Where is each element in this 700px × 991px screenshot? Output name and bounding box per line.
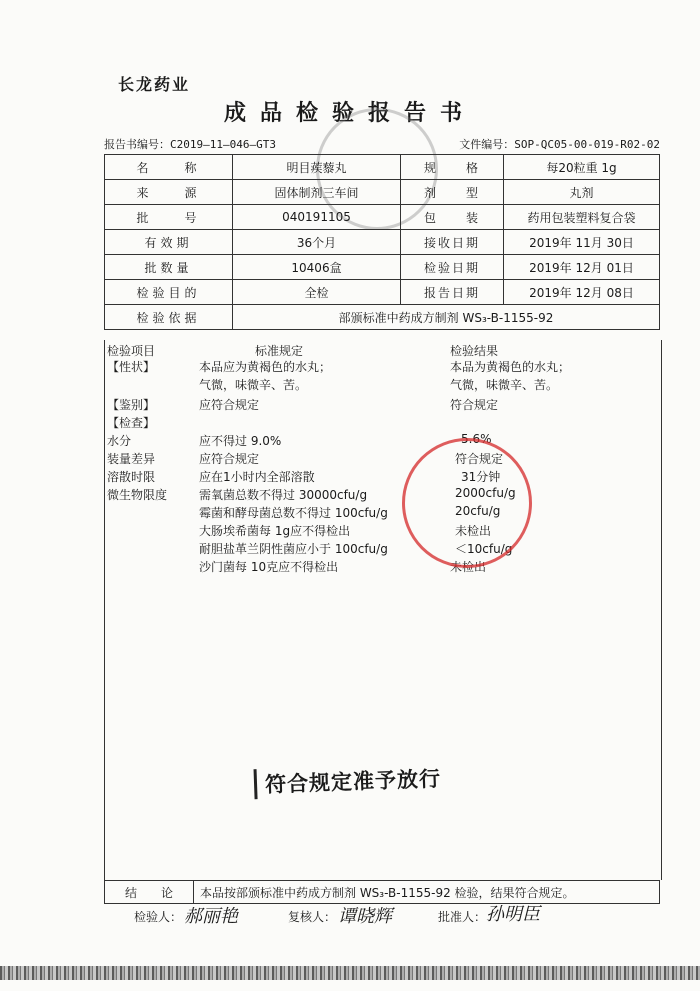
- table-row: [105, 230, 660, 255]
- result-item: 【性状】: [107, 360, 156, 374]
- results-header-item: 检验项目: [107, 344, 156, 358]
- field-label: 来 源: [105, 180, 233, 205]
- field-value: 2019年 11月 30日: [504, 230, 660, 255]
- reviewer-signature: 谭晓辉: [338, 906, 392, 927]
- result-item: 水分: [107, 434, 132, 448]
- results-header-standard: 标准规定: [255, 344, 304, 358]
- result-item: 【鉴别】: [107, 398, 156, 412]
- conclusion-label: 结 论: [105, 881, 194, 904]
- table-row: [105, 255, 660, 280]
- product-info-table: [104, 154, 660, 330]
- field-label: 批数量: [105, 255, 233, 280]
- results-header-result: 检验结果: [450, 344, 499, 358]
- red-seal: [402, 438, 532, 568]
- result-standard: 应符合规定: [199, 398, 260, 412]
- field-value: 明目蒺藜丸: [233, 155, 401, 180]
- result-value: 5.6%: [461, 432, 492, 446]
- field-label: 报告日期: [401, 280, 504, 305]
- company-name: 长龙药业: [118, 75, 191, 94]
- field-value: 2019年 12月 01日: [504, 255, 660, 280]
- field-label: 批 号: [105, 205, 233, 230]
- result-standard: 应不得过 9.0%: [199, 434, 282, 448]
- report-number: 报告书编号：C2019—11—046—GT3: [104, 138, 276, 151]
- table-row: [105, 280, 660, 305]
- field-value: 36个月: [233, 230, 401, 255]
- result-standard: 大肠埃希菌每 1g应不得检出: [199, 524, 351, 538]
- result-value: 气微，味微辛、苦。: [450, 378, 559, 392]
- conclusion-text: 本品按部颁标准中药成方制剂 WS₃-B-1155-92 检验，结果符合规定。: [194, 881, 660, 904]
- scan-noise-strip: [0, 966, 700, 980]
- field-label: 检验目的: [105, 280, 233, 305]
- result-value: ＜10cfu/g: [455, 542, 513, 556]
- basis-label: 检验依据: [105, 305, 233, 330]
- conclusion-table: [104, 880, 660, 904]
- result-item: 溶散时限: [107, 470, 156, 484]
- field-value: 丸剂: [504, 180, 660, 205]
- result-value: 符合规定: [450, 398, 499, 412]
- result-value: 20cfu/g: [455, 504, 501, 518]
- table-row: [105, 881, 660, 904]
- field-label: 有效期: [105, 230, 233, 255]
- table-row: [105, 305, 660, 330]
- field-value: 10406盒: [233, 255, 401, 280]
- result-value: 未检出: [455, 524, 492, 538]
- field-label: 剂 型: [401, 180, 504, 205]
- field-value: 药用包装塑料复合袋: [504, 205, 660, 230]
- result-standard: 需氧菌总数不得过 30000cfu/g: [199, 488, 368, 502]
- reviewer-label: 复核人：: [288, 910, 337, 924]
- field-value: 2019年 12月 08日: [504, 280, 660, 305]
- result-standard: 霉菌和酵母菌总数不得过 100cfu/g: [199, 506, 388, 520]
- table-row: [105, 155, 660, 180]
- release-stamp: 符合规定准予放行: [254, 763, 442, 800]
- result-standard: 气微，味微辛、苦。: [199, 378, 308, 392]
- field-value: 040191105: [233, 205, 401, 230]
- result-item: 【检查】: [107, 416, 156, 430]
- result-item: 微生物限度: [107, 488, 168, 502]
- approver-signature: 孙明臣: [486, 904, 540, 925]
- result-value: 31分钟: [461, 470, 501, 484]
- result-value: 2000cfu/g: [455, 486, 516, 500]
- result-standard: 应符合规定: [199, 452, 260, 466]
- result-standard: 沙门菌每 10克应不得检出: [199, 560, 339, 574]
- result-value: 符合规定: [455, 452, 504, 466]
- inspector-label: 检验人：: [134, 910, 183, 924]
- field-label: 包 装: [401, 205, 504, 230]
- result-value: 本品为黄褐色的水丸；: [450, 360, 571, 374]
- basis-value: 部颁标准中药成方制剂 WS₃-B-1155-92: [233, 305, 660, 330]
- table-row: [105, 205, 660, 230]
- field-label: 规 格: [401, 155, 504, 180]
- file-number: 文件编号：SOP-QC05-00-019-R02-02: [459, 138, 660, 151]
- table-row: [105, 180, 660, 205]
- test-results-section: [104, 340, 662, 880]
- result-standard: 应在1小时内全部溶散: [199, 470, 315, 484]
- field-value: 固体制剂三车间: [233, 180, 401, 205]
- result-standard: 本品应为黄褐色的水丸；: [199, 360, 332, 374]
- field-label: 接收日期: [401, 230, 504, 255]
- approver-label: 批准人：: [438, 910, 487, 924]
- result-standard: 耐胆盐革兰阴性菌应小于 100cfu/g: [199, 542, 388, 556]
- result-value: 未检出: [450, 560, 487, 574]
- field-label: 名 称: [105, 155, 233, 180]
- inspector-signature: 郝丽艳: [184, 906, 238, 927]
- field-value: 每20粒重 1g: [504, 155, 660, 180]
- report-title: 成品检验报告书: [223, 101, 476, 126]
- field-label: 检验日期: [401, 255, 504, 280]
- result-item: 装量差异: [107, 452, 156, 466]
- field-value: 全检: [233, 280, 401, 305]
